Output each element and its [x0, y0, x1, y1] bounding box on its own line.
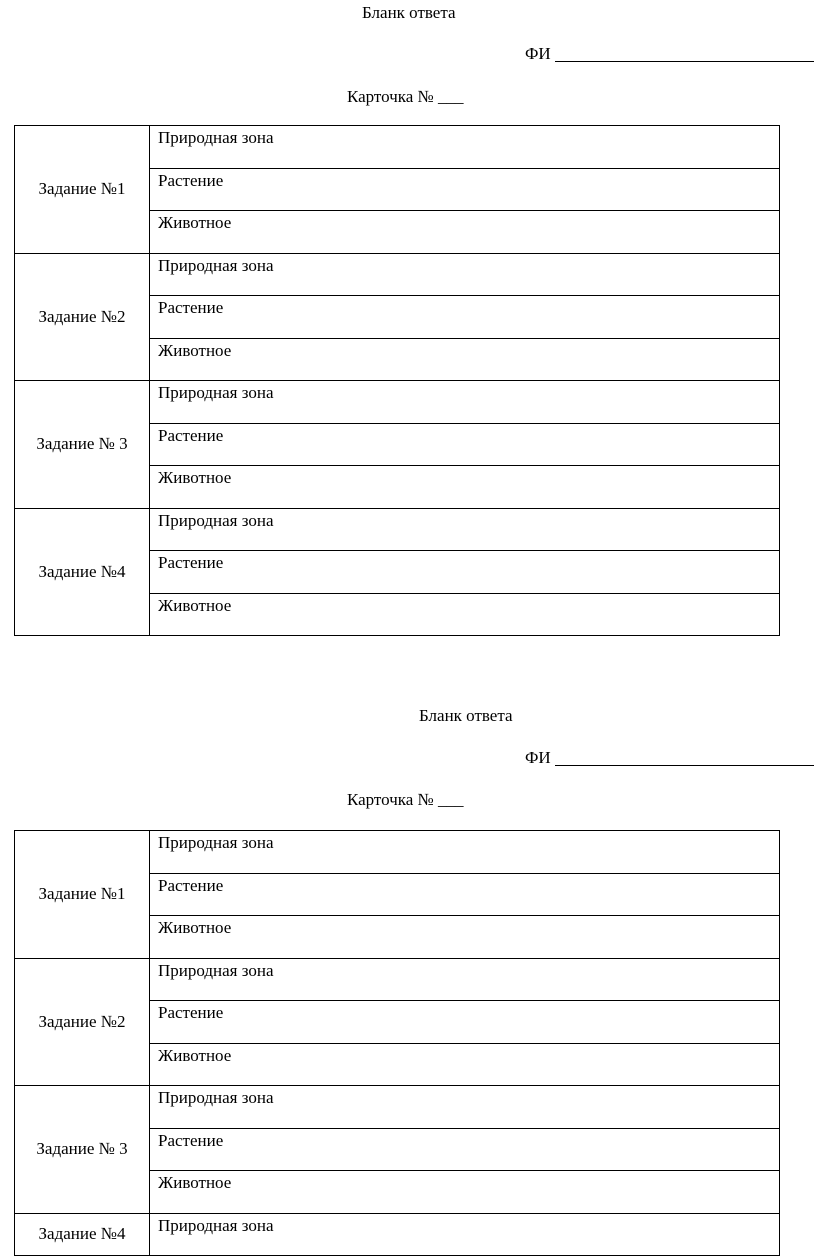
answer-field[interactable]	[150, 551, 780, 594]
task-label: Задание №2	[15, 958, 150, 1086]
answer-table	[14, 125, 780, 636]
form-title: Бланк ответа	[419, 706, 513, 725]
answer-field-label: Животное	[158, 213, 232, 232]
answer-field[interactable]	[150, 338, 780, 381]
answer-field[interactable]	[150, 211, 780, 254]
fi-label: ФИ	[525, 44, 551, 63]
answer-field[interactable]	[150, 593, 780, 636]
task-label: Задание №4	[15, 1213, 150, 1256]
answer-field[interactable]	[150, 381, 780, 424]
table-row	[15, 1086, 780, 1129]
answer-field-label: Животное	[158, 595, 232, 615]
answer-field-label: Природная зона	[158, 833, 274, 852]
answer-field[interactable]	[150, 873, 780, 916]
answer-field[interactable]	[150, 253, 780, 296]
answer-field-label: Природная зона	[158, 510, 274, 530]
answer-field[interactable]	[150, 126, 780, 169]
answer-field-label: Растение	[158, 1003, 224, 1022]
table-row	[15, 1213, 780, 1256]
answer-field-label: Животное	[158, 1045, 232, 1065]
answer-field-label: Растение	[158, 425, 224, 445]
answer-table	[14, 830, 780, 1256]
table-row	[15, 381, 780, 424]
answer-field-label: Животное	[158, 918, 232, 937]
answer-field[interactable]	[150, 1001, 780, 1044]
answer-field-label: Растение	[158, 875, 224, 895]
answer-field[interactable]	[150, 508, 780, 551]
answer-field-label: Природная зона	[158, 1215, 274, 1235]
answer-field-label: Природная зона	[158, 960, 274, 980]
answer-field[interactable]	[150, 423, 780, 466]
answer-field[interactable]	[150, 831, 780, 874]
task-label: Задание №1	[15, 831, 150, 959]
task-label: Задание № 3	[15, 381, 150, 509]
task-label: Задание №2	[15, 253, 150, 381]
answer-field[interactable]	[150, 1213, 780, 1256]
answer-field-label: Растение	[158, 553, 224, 572]
task-label: Задание №4	[15, 508, 150, 636]
answer-field-label: Природная зона	[158, 255, 274, 275]
answer-field-label: Природная зона	[158, 383, 274, 402]
answer-field[interactable]	[150, 916, 780, 959]
fi-input-line[interactable]	[555, 765, 814, 766]
answer-field[interactable]	[150, 1171, 780, 1214]
answer-field[interactable]	[150, 466, 780, 509]
fi-input-line[interactable]	[555, 61, 814, 62]
answer-field[interactable]	[150, 1043, 780, 1086]
table-row	[15, 126, 780, 169]
answer-field-label: Природная зона	[158, 1088, 274, 1107]
answer-field-label: Животное	[158, 340, 232, 360]
fi-label: ФИ	[525, 748, 551, 767]
task-label: Задание №1	[15, 126, 150, 254]
answer-field-label: Животное	[158, 468, 232, 487]
answer-field-label: Растение	[158, 170, 224, 190]
card-number-label: Карточка № ___	[347, 87, 464, 106]
table-row	[15, 508, 780, 551]
answer-field[interactable]	[150, 1086, 780, 1129]
form-title: Бланк ответа	[362, 3, 456, 22]
answer-field[interactable]	[150, 958, 780, 1001]
answer-field[interactable]	[150, 296, 780, 339]
card-number-label: Карточка № ___	[347, 790, 464, 809]
answer-field-label: Растение	[158, 298, 224, 317]
task-label: Задание № 3	[15, 1086, 150, 1214]
answer-field-label: Растение	[158, 1130, 224, 1150]
answer-field-label: Животное	[158, 1173, 232, 1192]
answer-field[interactable]	[150, 168, 780, 211]
table-row	[15, 253, 780, 296]
table-row	[15, 831, 780, 874]
answer-field-label: Природная зона	[158, 128, 274, 147]
answer-field[interactable]	[150, 1128, 780, 1171]
table-row	[15, 958, 780, 1001]
